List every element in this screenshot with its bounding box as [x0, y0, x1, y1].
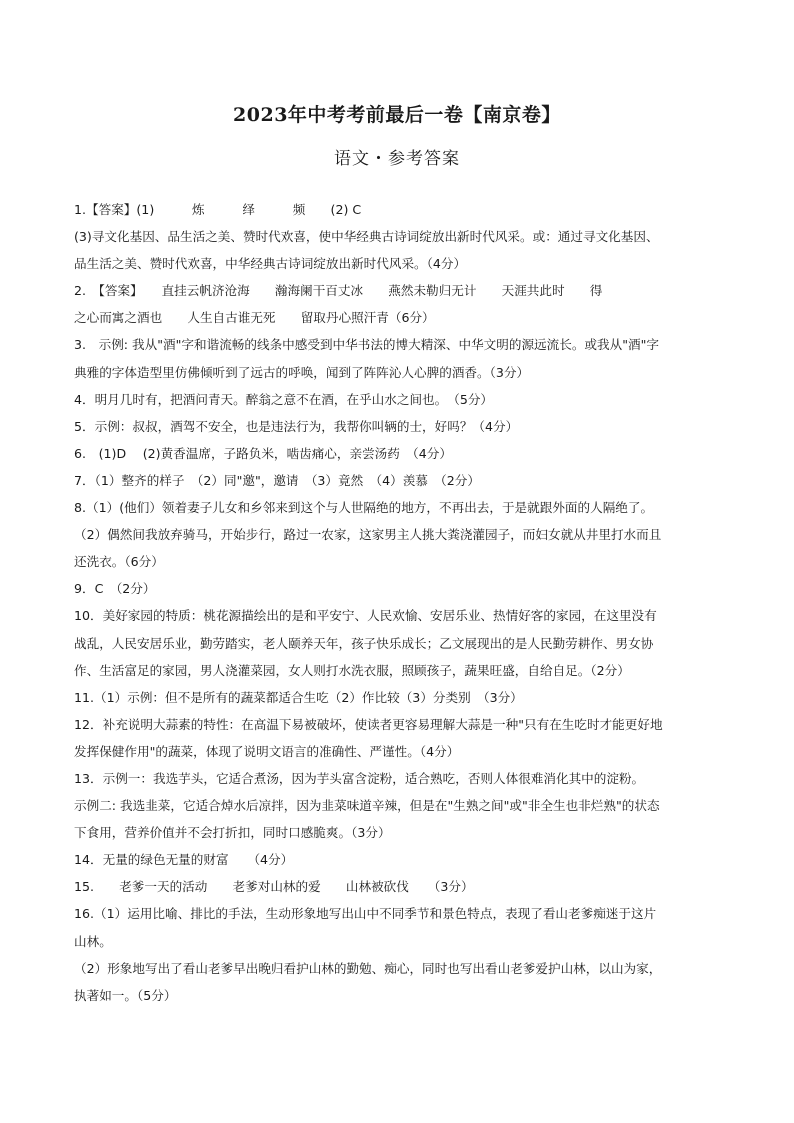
- answer-line: 15. 老爹一天的活动 老爹对山林的爱 山林被砍伐 （3分）: [74, 879, 474, 895]
- answer-line: （2）形象地写出了看山老爹早出晚归看护山林的勤勉、痴心，同时也写出看山老爹爱护山林，以山为家，: [74, 960, 662, 976]
- answer-line: 下食用，营养价值并不会打折扣，同时口感脆爽。（3分）: [74, 825, 391, 841]
- answer-line: 典雅的字体造型里仿佛倾听到了远古的呼唤，闻到了阵阵沁人心脾的酒香。（3分）: [74, 364, 530, 380]
- answer-line: 14．无量的绿色无量的财富 （4分）: [74, 852, 294, 868]
- answer-line: 12．补充说明大蒜素的特性：在高温下易被破坏，使读者更容易理解大蒜是一种"只有在生吃时才能更好地: [74, 716, 663, 732]
- page-subtitle: 语文・参考答案: [334, 149, 460, 169]
- answer-line: 示例二: 我选韭菜，它适合焯水后凉拌，因为韭菜味道辛辣，但是在"生熟之间"或"非全生也非烂熟"的状态: [74, 798, 660, 814]
- answer-line: 之心而寓之酒也 人生自古谁无死 留取丹心照汗青（6分）: [74, 310, 435, 326]
- answer-line: 还洗衣。（6分）: [74, 554, 164, 570]
- answer-line: 11.（1）示例：但不是所有的蔬菜都适合生吃（2）作比较（3）分类别 （3分）: [74, 689, 523, 705]
- answer-line: 16.（1）运用比喻、排比的手法，生动形象地写出山中不同季节和景色特点，表现了看山老爹痴迷于这片: [74, 906, 657, 922]
- answer-line: 2. 【答案】 直挂云帆济沧海 瀚海阑干百丈冰 燕然未勒归无计 天涯共此时 得: [74, 283, 603, 299]
- page-title: 2023年中考考前最后一卷【南京卷】: [233, 104, 561, 126]
- answer-line: 执著如一。（5分）: [74, 987, 177, 1003]
- answer-line: 4．明月几时有，把酒问青天。醉翁之意不在酒，在乎山水之间也。 （5分）: [74, 391, 494, 407]
- answer-line: 战乱，人民安居乐业，勤劳踏实，老人颐养天年，孩子快乐成长；乙文展现出的是人民勤劳耕作、男女协: [74, 635, 654, 651]
- answer-line: 3. 示例: 我从"酒"字和谐流畅的线条中感受到中华书法的博大精深、中华文明的源远流长。或我从"酒"字: [74, 337, 659, 353]
- answer-line: 13．示例一：我选芋头，它适合煮汤，因为芋头富含淀粉，适合熟吃，否则人体很难消化其中的淀粉。: [74, 770, 645, 786]
- answer-line: (3)寻文化基因、品生活之美、赞时代欢喜，使中华经典古诗词绽放出新时代风采。或：通过寻文化基因、: [74, 229, 659, 245]
- answer-line: 8.（1）(他们）领着妻子儿女和乡邻来到这个与人世隔绝的地方，不再出去，于是就跟外面的人隔绝了。: [74, 500, 654, 516]
- answer-line: （2）偶然间我放弃骑马，开始步行，路过一农家，这家男主人挑大粪浇灌园子，而妇女就从井里打水而且: [74, 527, 662, 543]
- answer-line: 6. (1)D (2)黄香温席，子路负米，啮齿痛心，亲尝汤药 （4分）: [74, 445, 452, 461]
- answer-body: [74, 196, 734, 1009]
- answer-line: 发挥保健作用"的蔬菜，体现了说明文语言的准确性、严谨性。（4分）: [74, 743, 460, 759]
- answer-line: 品生活之美、赞时代欢喜，中华经典古诗词绽放出新时代风采。（4分）: [74, 256, 467, 272]
- answer-line: 7．（1）整齐的样子 （2）同"邀"，邀请 （3）竟然 （4）羡慕 （2分）: [74, 472, 480, 488]
- answer-line: 5．示例：叔叔，酒驾不安全，也是违法行为，我帮你叫辆的士，好吗？（4分）: [74, 418, 519, 434]
- answer-line: 1.【答案】(1) 炼 绎 频 (2) C: [74, 202, 362, 217]
- answer-line: 10．美好家园的特质：桃花源描绘出的是和平安宁、人民欢愉、安居乐业、热情好客的家园，在这里没有: [74, 608, 657, 624]
- answer-line: 9．C （2分）: [74, 581, 156, 597]
- answer-line: 山林。: [74, 933, 112, 949]
- answer-line: 作、生活富足的家园，男人浇灌菜园，女人则打水洗衣服，照顾孩子，蔬果旺盛，自给自足。（2分）: [74, 662, 630, 678]
